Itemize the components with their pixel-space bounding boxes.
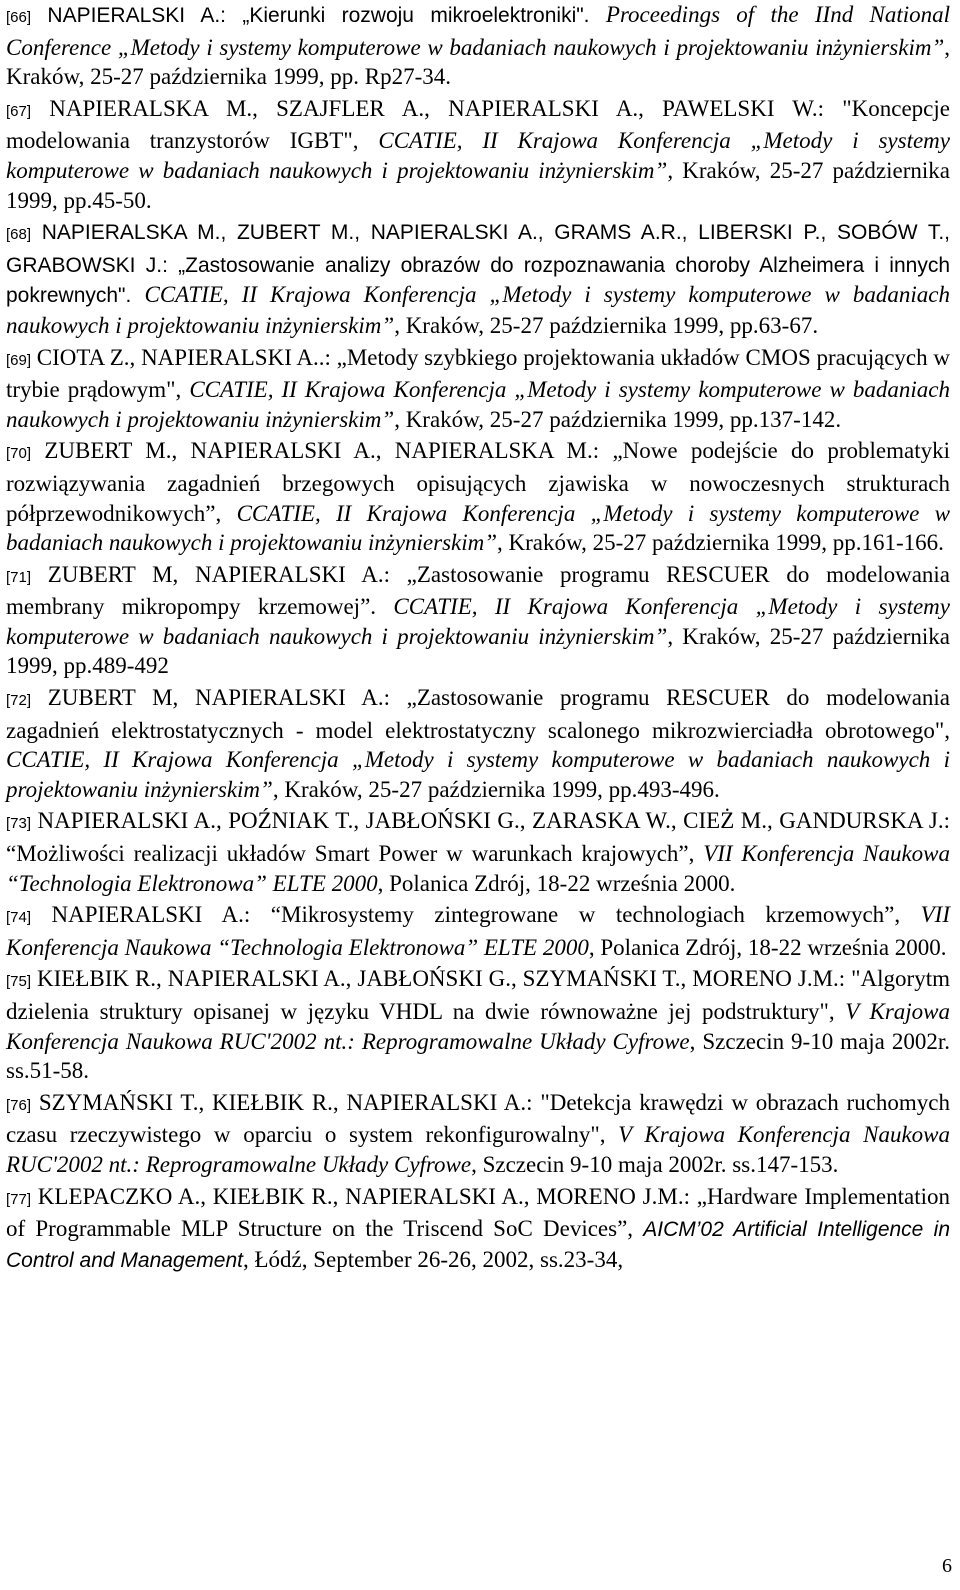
reference-text: , Szczecin 9-10 maja 2002r. ss.147-153.	[471, 1151, 839, 1177]
reference-entry	[6, 806, 950, 898]
reference-text: ZUBERT M, NAPIERALSKI A.: „Zastosowanie programu RESCUER do modelowania membrany mikropompy krzemowej”.	[6, 561, 950, 620]
page-number: 6	[942, 1555, 952, 1577]
reference-text: ZUBERT M., NAPIERALSKI A., NAPIERALSKA M.: „Nowe podejście do problematyki rozwiązywania zagadnień brzegowych opisujących zjawiska w nowoczesnych strukturach półprzewodnikowych”,	[6, 438, 950, 526]
reference-text: , Kraków, 25-27 października 1999, pp.63-67.	[394, 312, 819, 338]
reference-entry	[6, 683, 950, 804]
reference-venue: V Krajowa Konferencja Naukowa RUC'2002 nt.: Reprogramowalne Układy Cyfrowe	[6, 1122, 950, 1177]
reference-venue: CCATIE, II Krajowa Konferencja „Metody i systemy komputerowe w badaniach naukowych i projektowaniu inżynierskim”	[6, 594, 950, 649]
reference-text: KIEŁBIK R., NAPIERALSKI A., JABŁOŃSKI G., SZYMAŃSKI T., MORENO J.M.: "Algorytm dzielenia struktury opisanej w języku VHDL na dwie równoważne jej podstruktury",	[6, 966, 950, 1024]
reference-number: [74]	[6, 909, 32, 927]
reference-number: [68]	[6, 226, 32, 244]
reference-text: CIOTA Z., NAPIERALSKI A..: „Metody szybkiego projektowania układów CMOS pracujących w trybie prądowym",	[6, 344, 950, 403]
reference-number: [72]	[6, 692, 32, 710]
reference-number: [73]	[6, 815, 32, 833]
reference-entry	[6, 94, 950, 215]
reference-text: KLEPACZKO A., KIEŁBIK R., NAPIERALSKI A., MORENO J.M.: „Hardware Implementation of Programmable MLP Structure on the Triscend SoC Devices”,	[6, 1183, 950, 1242]
reference-venue: CCATIE, II Krajowa Konferencja „Metody i systemy komputerowe w badaniach naukowych i projektowaniu inżynierskim”	[6, 500, 950, 556]
reference-number: [67]	[6, 102, 32, 120]
reference-list	[6, 0, 950, 1277]
reference-venue: Proceedings of the IInd National Conference „Metody i systemy komputerowe w badaniach naukowych i projektowaniu inżynierskim”	[6, 2, 950, 60]
reference-text: , Kraków, 25-27 października 1999, pp.493-496.	[272, 776, 720, 802]
reference-text: , Kraków, 25-27 października 1999, pp.45-50.	[6, 157, 950, 213]
reference-number: [69]	[6, 351, 32, 369]
reference-entry	[6, 217, 950, 340]
reference-number: [71]	[6, 568, 32, 586]
reference-text: , Łódź, September 26-26, 2002, ss.23-34,	[242, 1246, 624, 1272]
reference-venue: VII Konferencja Naukowa “Technologia Elektronowa” ELTE 2000	[6, 841, 950, 896]
reference-venue: AICM’02 Artificial Intelligence in Control and Management	[6, 1218, 951, 1272]
reference-venue: V Krajowa Konferencja Naukowa RUC'2002 nt.: Reprogramowalne Układy Cyfrowe	[6, 999, 951, 1054]
reference-entry	[6, 1088, 950, 1180]
reference-number: [76]	[6, 1096, 32, 1114]
reference-text: , Kraków, 25-27 października 1999, pp.161-166.	[497, 530, 944, 556]
reference-venue: CCATIE, II Krajowa Konferencja „Metody i systemy komputerowe w badaniach naukowych i projektowaniu inżynierskim”	[6, 747, 950, 802]
reference-text: , Kraków, 25-27 października 1999, pp.489-492	[6, 623, 950, 679]
reference-authors-title: NAPIERALSKA M., SZAJFLER A., NAPIERALSKI A., PAWELSKI W.: "Koncepcje modelowania tranzystorów IGBT",	[6, 95, 950, 154]
reference-venue: VII Konferencja Naukowa “Technologia Elektronowa” ELTE 2000	[6, 902, 950, 960]
reference-text: ZUBERT M, NAPIERALSKI A.: „Zastosowanie programu RESCUER do modelowania zagadnień elektrostatycznych - model elektrostatyczny scalonego mikrozwierciadła obrotowego",	[6, 685, 950, 743]
reference-venue: CCATIE, II Krajowa Konferencja „Metody i systemy komputerowe w badaniach naukowych i projektowaniu inżynierskim”	[6, 282, 950, 338]
reference-text: , Polanica Zdrój, 18-22 września 2000.	[377, 870, 736, 896]
reference-entry	[6, 560, 950, 681]
reference-text: NAPIERALSKI A., POŹNIAK T., JABŁOŃSKI G., ZARASKA W., CIEŻ M., GANDURSKA J.: “Możliwości realizacji układów Smart Power w warunkach krajowych”,	[6, 808, 950, 867]
reference-entry	[6, 964, 950, 1085]
reference-number: [77]	[6, 1190, 32, 1208]
reference-number: [70]	[6, 445, 32, 463]
reference-entry	[6, 343, 950, 435]
reference-entry	[6, 436, 950, 557]
reference-authors-title: NAPIERALSKA M., ZUBERT M., NAPIERALSKI A., GRAMS A.R., LIBERSKI P., SOBÓW T., GRABOWSKI J.: „Zastosowanie analizy obrazów do rozpoznawania choroby Alzheimera i innych pokrewnych".	[6, 221, 950, 308]
reference-text: , Kraków, 25-27 października 1999, pp.137-142.	[394, 406, 842, 432]
reference-text: SZYMAŃSKI T., KIEŁBIK R., NAPIERALSKI A.: "Detekcja krawędzi w obrazach ruchomych czasu rzeczywistego w oparciu o system rekonfigurowalny",	[6, 1089, 950, 1148]
reference-entry	[6, 900, 950, 962]
reference-number: [75]	[6, 973, 32, 991]
reference-text: , Polanica Zdrój, 18-22 września 2000.	[588, 934, 947, 960]
reference-entry	[6, 0, 950, 92]
reference-text: , Szczecin 9-10 maja 2002r. ss.51-58.	[6, 1028, 950, 1084]
reference-text: NAPIERALSKI A.: “Mikrosystemy zintegrowane w technologiach krzemowych”,	[31, 902, 921, 928]
reference-number: [66]	[6, 9, 32, 26]
reference-venue: CCATIE, II Krajowa Konferencja „Metody i systemy komputerowe w badaniach naukowych i projektowaniu inżynierskim”	[6, 128, 950, 183]
reference-authors-title: NAPIERALSKI A.: „Kierunki rozwoju mikroelektroniki".	[31, 4, 606, 27]
reference-venue: CCATIE, II Krajowa Konferencja „Metody i systemy komputerowe w badaniach naukowych i projektowaniu inżynierskim”	[6, 377, 950, 432]
reference-entry	[6, 1182, 950, 1276]
reference-text: , Kraków, 25-27 października 1999, pp. Rp27-34.	[6, 34, 950, 90]
